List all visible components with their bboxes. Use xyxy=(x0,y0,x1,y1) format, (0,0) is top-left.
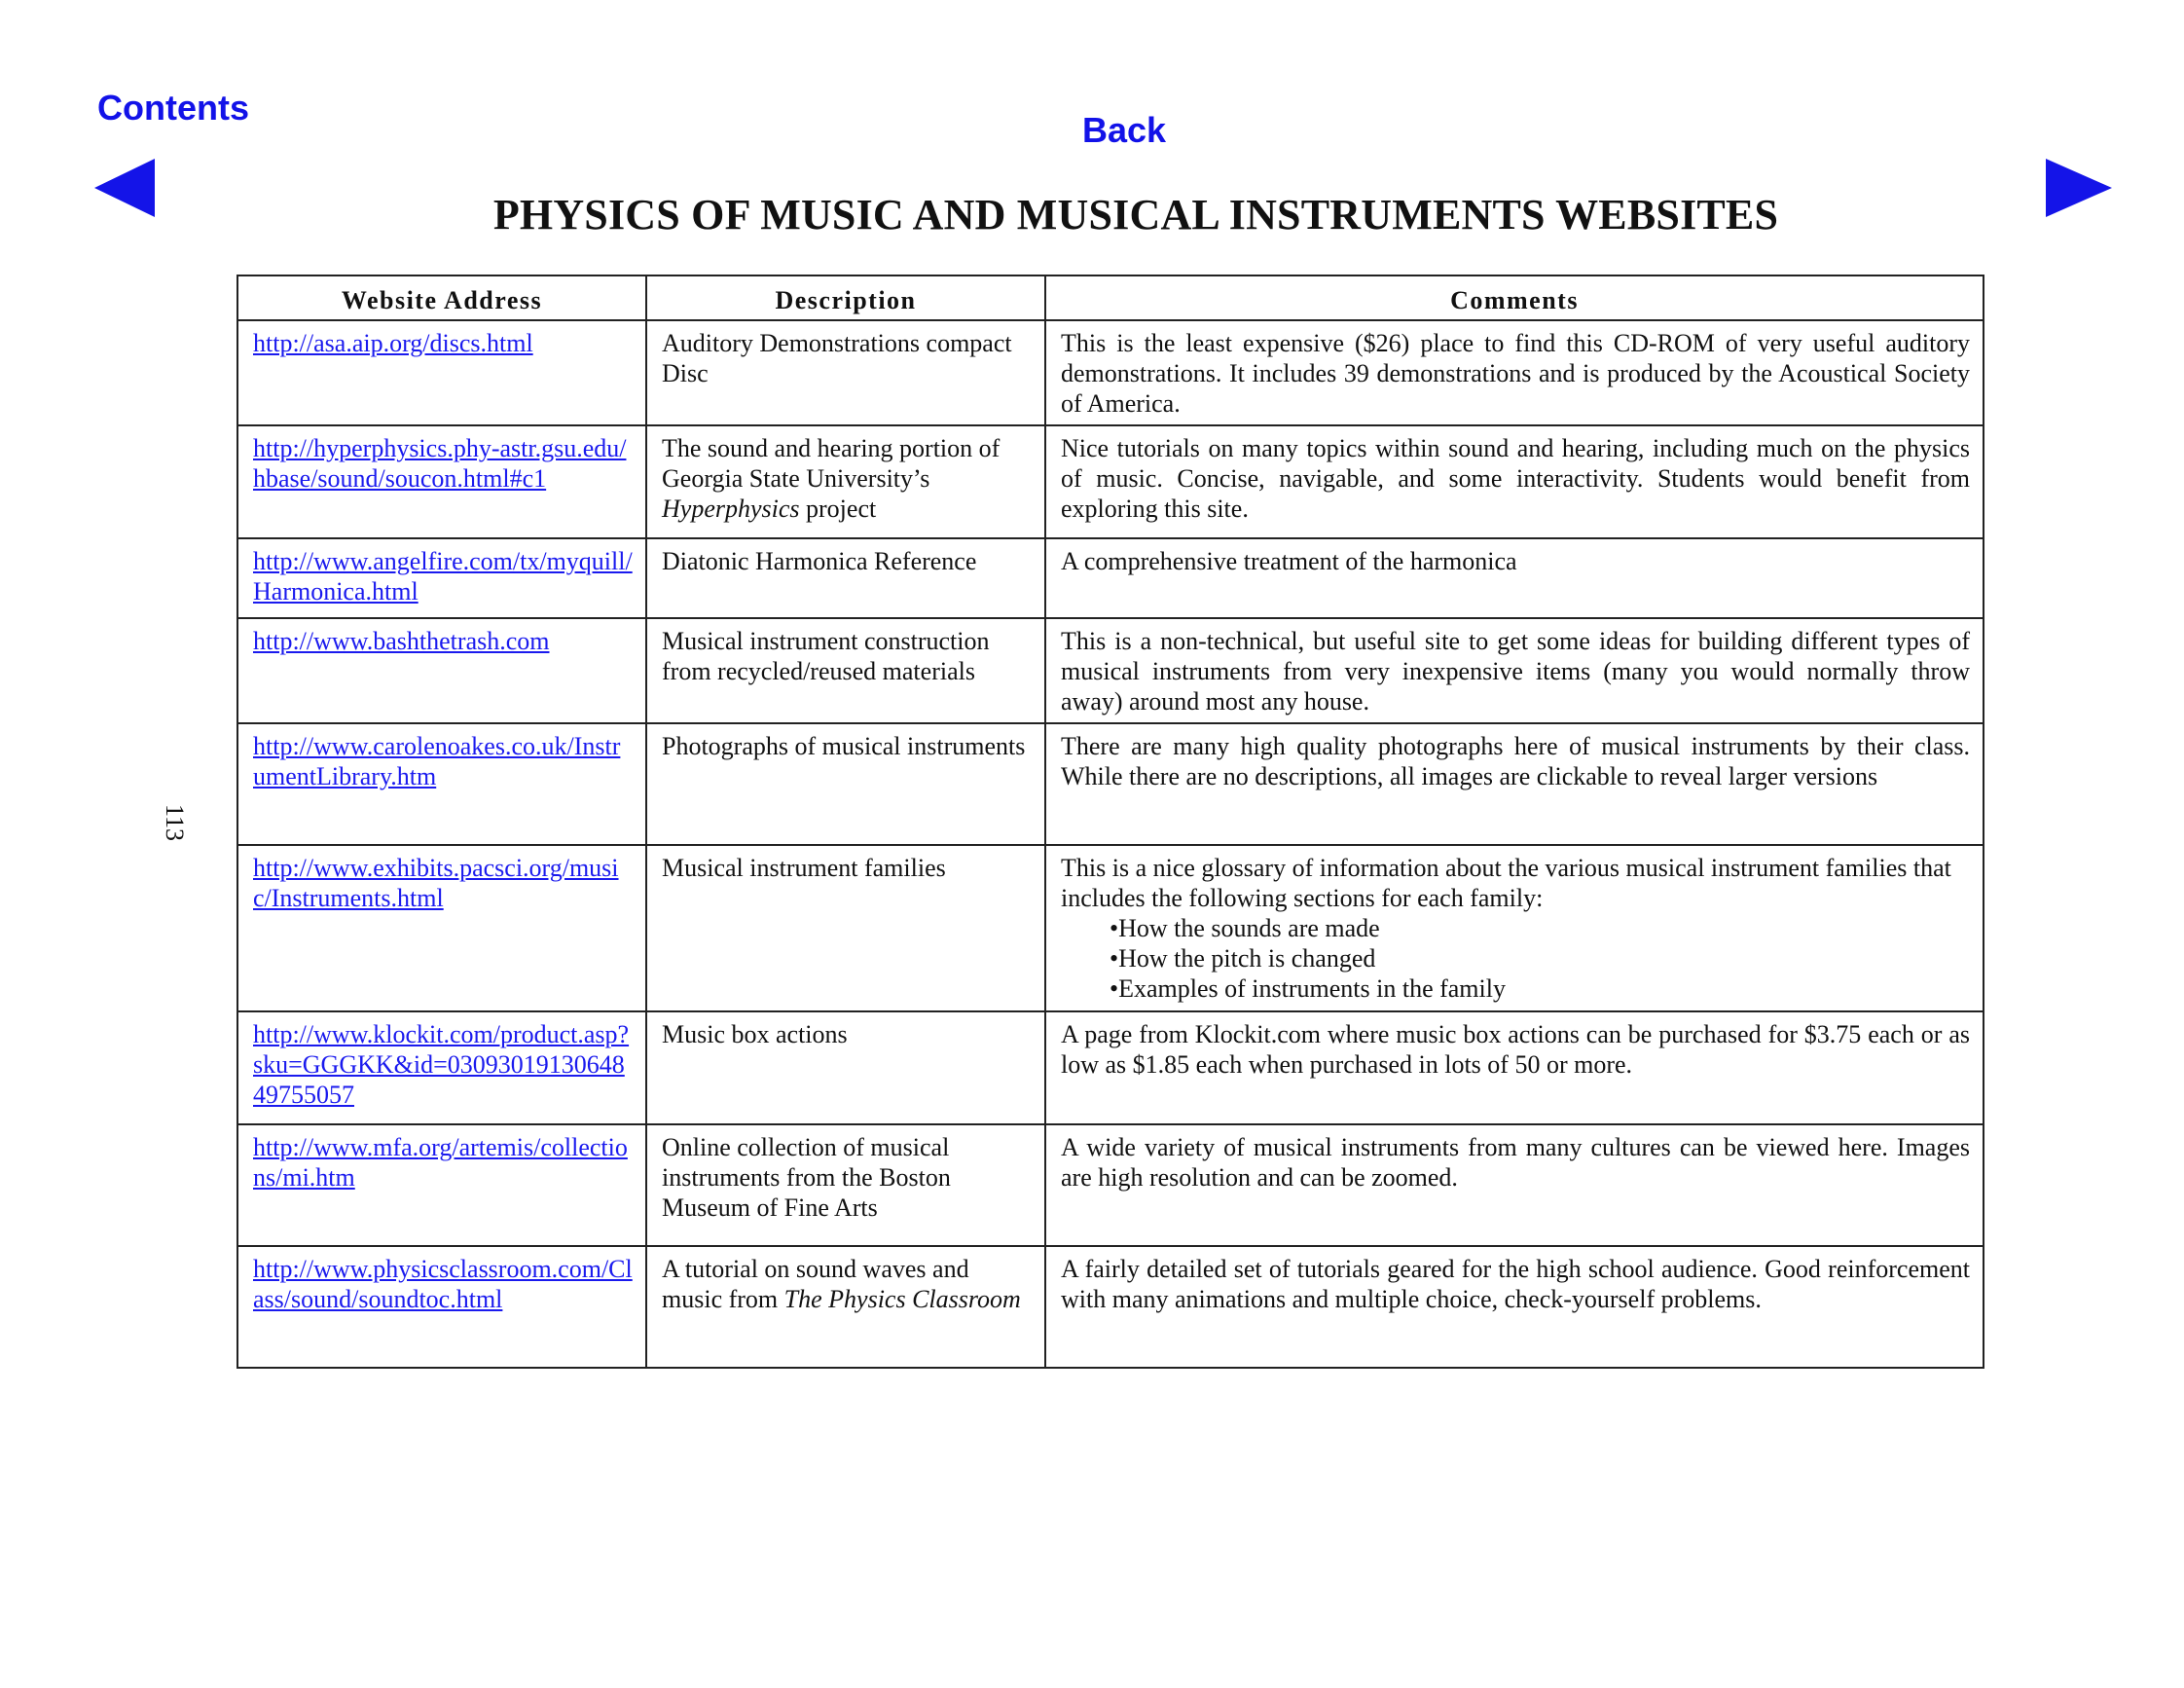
table-row xyxy=(237,618,1984,723)
table-row xyxy=(237,1246,1984,1368)
description-cell: Photographs of musical instruments xyxy=(646,723,1045,845)
comment-cell: There are many high quality photographs here of musical instruments by their class. While there are no descriptions, all images are clickable to reveal larger versions xyxy=(1045,723,1984,845)
comment-cell: This is the least expensive ($26) place to find this CD-ROM of very useful auditory demonstrations. It includes 39 demonstrations and is produced by the Acoustical Society of America. xyxy=(1045,320,1984,425)
description-italic: The Physics Classroom xyxy=(783,1285,1021,1313)
url-cell xyxy=(237,538,646,618)
comment-cell: A fairly detailed set of tutorials geared for the high school audience. Good reinforcement with many animations and multiple choice, check-yourself problems. xyxy=(1045,1246,1984,1368)
url-cell xyxy=(237,618,646,723)
website-link[interactable]: http://www.bashthetrash.com xyxy=(253,627,550,655)
page-number: 113 xyxy=(161,803,190,842)
table-row xyxy=(237,425,1984,538)
website-link[interactable]: http://www.physicsclassroom.com/Class/sound/soundtoc.html xyxy=(253,1255,633,1313)
description-cell: Music box actions xyxy=(646,1011,1045,1124)
website-link[interactable]: http://www.klockit.com/product.asp?sku=GGGKK&id=0309301913064849755057 xyxy=(253,1020,630,1109)
description-text: A tutorial on sound waves and music from xyxy=(662,1255,969,1313)
contents-link[interactable]: Contents xyxy=(97,88,249,128)
description-cell xyxy=(646,425,1045,538)
comment-cell: This is a non-technical, but useful site to get some ideas for building different types of musical instruments from very inexpensive items (many you would normally throw away) around most any house. xyxy=(1045,618,1984,723)
website-link[interactable]: http://hyperphysics.phy-astr.gsu.edu/hbase/sound/soucon.html#c1 xyxy=(253,434,627,493)
header-website-address: Website Address xyxy=(237,275,646,320)
table-header-row xyxy=(237,275,1984,320)
description-cell: Online collection of musical instruments from the Boston Museum of Fine Arts xyxy=(646,1124,1045,1246)
table-row xyxy=(237,1124,1984,1246)
table-row xyxy=(237,1011,1984,1124)
table-row xyxy=(237,320,1984,425)
website-link[interactable]: http://asa.aip.org/discs.html xyxy=(253,329,533,357)
comment-text: This is a nice glossary of information about the various musical instrument families that includes the following sections for each family: xyxy=(1061,854,1951,912)
website-link[interactable]: http://www.carolenoakes.co.uk/InstrumentLibrary.htm xyxy=(253,732,621,790)
comment-cell: A page from Klockit.com where music box actions can be purchased for $3.75 each or as low as $1.85 each when purchased in lots of 50 or more. xyxy=(1045,1011,1984,1124)
description-cell: Musical instrument families xyxy=(646,845,1045,1011)
url-cell xyxy=(237,845,646,1011)
description-text: The sound and hearing portion of Georgia State University’s xyxy=(662,434,1001,493)
url-cell xyxy=(237,1011,646,1124)
comment-cell: A wide variety of musical instruments from many cultures can be viewed here. Images are high resolution and can be zoomed. xyxy=(1045,1124,1984,1246)
table-row xyxy=(237,845,1984,1011)
description-cell: Musical instrument construction from recycled/reused materials xyxy=(646,618,1045,723)
comment-cell xyxy=(1045,845,1984,1011)
website-link[interactable]: http://www.mfa.org/artemis/collections/mi.htm xyxy=(253,1133,628,1192)
websites-table xyxy=(237,275,1984,1369)
url-cell xyxy=(237,1124,646,1246)
url-cell xyxy=(237,320,646,425)
page-title: PHYSICS OF MUSIC AND MUSICAL INSTRUMENTS WEBSITES xyxy=(492,191,1779,239)
table-row xyxy=(237,723,1984,845)
description-italic: Hyperphysics xyxy=(662,495,800,523)
header-description: Description xyxy=(646,275,1045,320)
description-text: project xyxy=(799,495,877,523)
back-link[interactable]: Back xyxy=(1082,110,1167,150)
list-item: • How the pitch is changed xyxy=(1110,943,1970,973)
list-item: • How the sounds are made xyxy=(1110,913,1970,943)
url-cell xyxy=(237,1246,646,1368)
url-cell xyxy=(237,425,646,538)
url-cell xyxy=(237,723,646,845)
website-link[interactable]: http://www.angelfire.com/tx/myquill/Harmonica.html xyxy=(253,547,633,605)
bullet-list xyxy=(1061,913,1970,1004)
table-row xyxy=(237,538,1984,618)
website-link[interactable]: http://www.exhibits.pacsci.org/music/Instruments.html xyxy=(253,854,619,912)
list-item: • Examples of instruments in the family xyxy=(1110,973,1970,1004)
header-comments: Comments xyxy=(1045,275,1984,320)
description-cell: Diatonic Harmonica Reference xyxy=(646,538,1045,618)
comment-cell: Nice tutorials on many topics within sound and hearing, including much on the physics of music. Concise, navigable, and some interactivity. Students would benefit from exploring this site. xyxy=(1045,425,1984,538)
description-cell xyxy=(646,1246,1045,1368)
comment-cell: A comprehensive treatment of the harmonica xyxy=(1045,538,1984,618)
description-cell: Auditory Demonstrations compact Disc xyxy=(646,320,1045,425)
